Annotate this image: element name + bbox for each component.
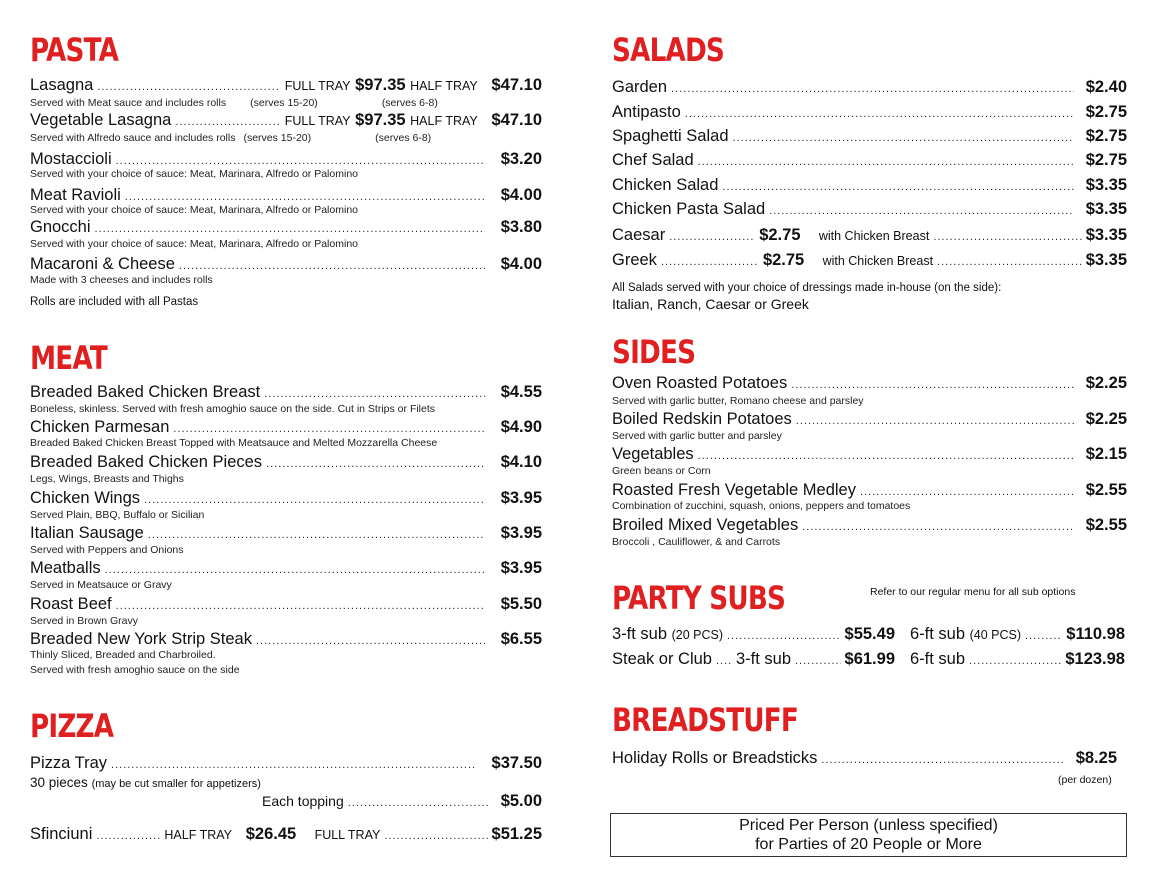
meat-ravioli-desc: Served with your choice of sauce: Meat, Marinara, Alfredo or Palomino — [30, 204, 358, 216]
chicken-wings-desc: Served Plain, BBQ, Buffalo or Sicilian — [30, 509, 205, 521]
pricing-note-line-1: Priced Per Person (unless specified) — [739, 817, 998, 834]
menu-item-pizza-tray: Pizza Tray ..... $37.50 — [30, 752, 542, 774]
strip-steak-desc: Thinly Sliced, Breaded and Charbroiled. — [30, 649, 216, 661]
sides-heading: SIDES — [612, 333, 696, 371]
gnocchi-desc: Served with your choice of sauce: Meat, Marinara, Alfredo or Palomino — [30, 238, 358, 250]
menu-item-holiday-rolls: Holiday Rolls or Breadsticks ..... $8.25 — [612, 747, 1117, 769]
redskin-potatoes-desc: Served with garlic butter and parsley — [612, 430, 782, 442]
menu-item-roasted-vegetable-medley: Roasted Fresh Vegetable Medley ..... $2.55 — [612, 479, 1127, 501]
chicken-pieces-desc: Legs, Wings, Breasts and Thighs — [30, 473, 184, 485]
menu-item-mostaccioli: Mostaccioli ..... $3.20 — [30, 148, 542, 170]
pasta-heading: PASTA — [30, 31, 119, 69]
menu-item-italian-sausage: Italian Sausage ..... $3.95 — [30, 522, 542, 544]
menu-item-lasagna: Lasagna ..... FULL TRAY $97.35 HALF TRAY $47.10 — [30, 74, 542, 96]
menu-item-boiled-redskin-potatoes: Boiled Redskin Potatoes ..... $2.25 — [612, 408, 1127, 430]
menu-item-gnocchi: Gnocchi ..... $3.80 — [30, 216, 542, 238]
vegetables-desc: Green beans or Corn — [612, 465, 711, 477]
menu-item-6ft-sub: 6-ft sub (40 PCS) ..... $110.98 — [910, 623, 1125, 645]
menu-item-meat-ravioli: Meat Ravioli ..... $4.00 — [30, 184, 542, 206]
mostaccioli-desc: Served with your choice of sauce: Meat, Marinara, Alfredo or Palomino — [30, 168, 358, 180]
menu-item-steak-or-club-6ft: 6-ft sub ..... $123.98 — [910, 648, 1125, 670]
pasta-note: Rolls are included with all Pastas — [30, 296, 199, 308]
menu-item-meatballs: Meatballs ..... $3.95 — [30, 557, 542, 579]
menu-item-chicken-parmesan: Chicken Parmesan ..... $4.90 — [30, 416, 542, 438]
meat-heading: MEAT — [30, 339, 107, 377]
menu-item-vegetable-lasagna: Vegetable Lasagna ..... FULL TRAY $97.35 HALF TRAY $47.10 — [30, 109, 542, 131]
vegetable-lasagna-desc: Served with Alfredo sauce and includes rolls (serves 15-20) (serves 6-8) — [30, 132, 432, 144]
strip-steak-desc-2: Served with fresh amoghio sauce on the side — [30, 664, 240, 676]
menu-item-garden: Garden ..... $2.40 — [612, 76, 1127, 98]
macaroni-cheese-desc: Made with 3 cheeses and includes rolls — [30, 274, 213, 286]
breadstuff-unit: (per dozen) — [1058, 774, 1112, 786]
pricing-note-line-2: for Parties of 20 People or More — [755, 836, 982, 853]
menu-item-3ft-sub: 3-ft sub (20 PCS) ..... $55.49 — [612, 623, 895, 645]
mixed-vegetables-desc: Broccoli , Cauliflower, & and Carrots — [612, 536, 781, 548]
pizza-pieces-line: 30 pieces (may be cut smaller for appetizers) — [30, 775, 261, 790]
meatballs-desc: Served in Meatsauce or Gravy — [30, 579, 172, 591]
menu-item-breaded-chicken-breast: Breaded Baked Chicken Breast ..... $4.55 — [30, 381, 542, 403]
menu-item-chicken-pasta-salad: Chicken Pasta Salad ..... $3.35 — [612, 198, 1127, 220]
salads-heading: SALADS — [612, 31, 724, 69]
pricing-note-box — [610, 813, 1127, 857]
lasagna-desc: Served with Meat sauce and includes rolls (serves 15-20) (serves 6-8) — [30, 97, 438, 109]
roast-beef-desc: Served in Brown Gravy — [30, 615, 138, 627]
menu-item-spaghetti-salad: Spaghetti Salad ..... $2.75 — [612, 125, 1127, 147]
pizza-heading: PIZZA — [30, 707, 114, 745]
chicken-breast-desc: Boneless, skinless. Served with fresh amoghio sauce on the side. Cut in Strips or Filets — [30, 403, 436, 415]
menu-item-roast-beef: Roast Beef ..... $5.50 — [30, 593, 542, 615]
menu-item-chef-salad: Chef Salad ..... $2.75 — [612, 149, 1127, 171]
menu-item-steak-or-club-3ft: Steak or Club ..... 3-ft sub ..... $61.99 — [612, 648, 895, 670]
menu-item-antipasto: Antipasto ..... $2.75 — [612, 101, 1127, 123]
breadstuff-heading: BREADSTUFF — [612, 701, 798, 739]
menu-item-ny-strip-steak: Breaded New York Strip Steak ..... $6.55 — [30, 628, 542, 650]
italian-sausage-desc: Served with Peppers and Onions — [30, 544, 184, 556]
chicken-parmesan-desc: Breaded Baked Chicken Breast Topped with Meatsauce and Melted Mozzarella Cheese — [30, 437, 438, 449]
menu-item-caesar: Caesar ..... $2.75 with Chicken Breast ..... $3.35 — [612, 224, 1127, 246]
menu-item-broiled-mixed-vegetables: Broiled Mixed Vegetables ..... $2.55 — [612, 514, 1127, 536]
party-subs-heading: PARTY SUBS — [612, 579, 786, 617]
menu-item-each-topping: Each topping ..... $5.00 — [262, 790, 542, 812]
oven-potatoes-desc: Served with garlic butter, Romano cheese and parsley — [612, 395, 864, 407]
salad-dressing-note: All Salads served with your choice of dressings made in-house (on the side): — [612, 282, 1002, 294]
menu-item-greek: Greek ..... $2.75 with Chicken Breast ..... $3.35 — [612, 249, 1127, 271]
menu-item-oven-roasted-potatoes: Oven Roasted Potatoes ..... $2.25 — [612, 372, 1127, 394]
menu-item-breaded-chicken-pieces: Breaded Baked Chicken Pieces ..... $4.10 — [30, 451, 542, 473]
menu-item-chicken-wings: Chicken Wings ..... $3.95 — [30, 487, 542, 509]
vegetable-medley-desc: Combination of zucchini, squash, onions, peppers and tomatoes — [612, 500, 911, 512]
salad-dressing-list: Italian, Ranch, Caesar or Greek — [612, 296, 809, 312]
menu-item-chicken-salad: Chicken Salad ..... $3.35 — [612, 174, 1127, 196]
menu-item-vegetables: Vegetables ..... $2.15 — [612, 443, 1127, 465]
menu-item-sfinciuni: Sfinciuni ..... HALF TRAY $26.45 FULL TRAY ..... $51.25 — [30, 823, 542, 845]
menu-item-macaroni-cheese: Macaroni & Cheese ..... $4.00 — [30, 253, 542, 275]
party-subs-note: Refer to our regular menu for all sub options — [870, 586, 1076, 598]
